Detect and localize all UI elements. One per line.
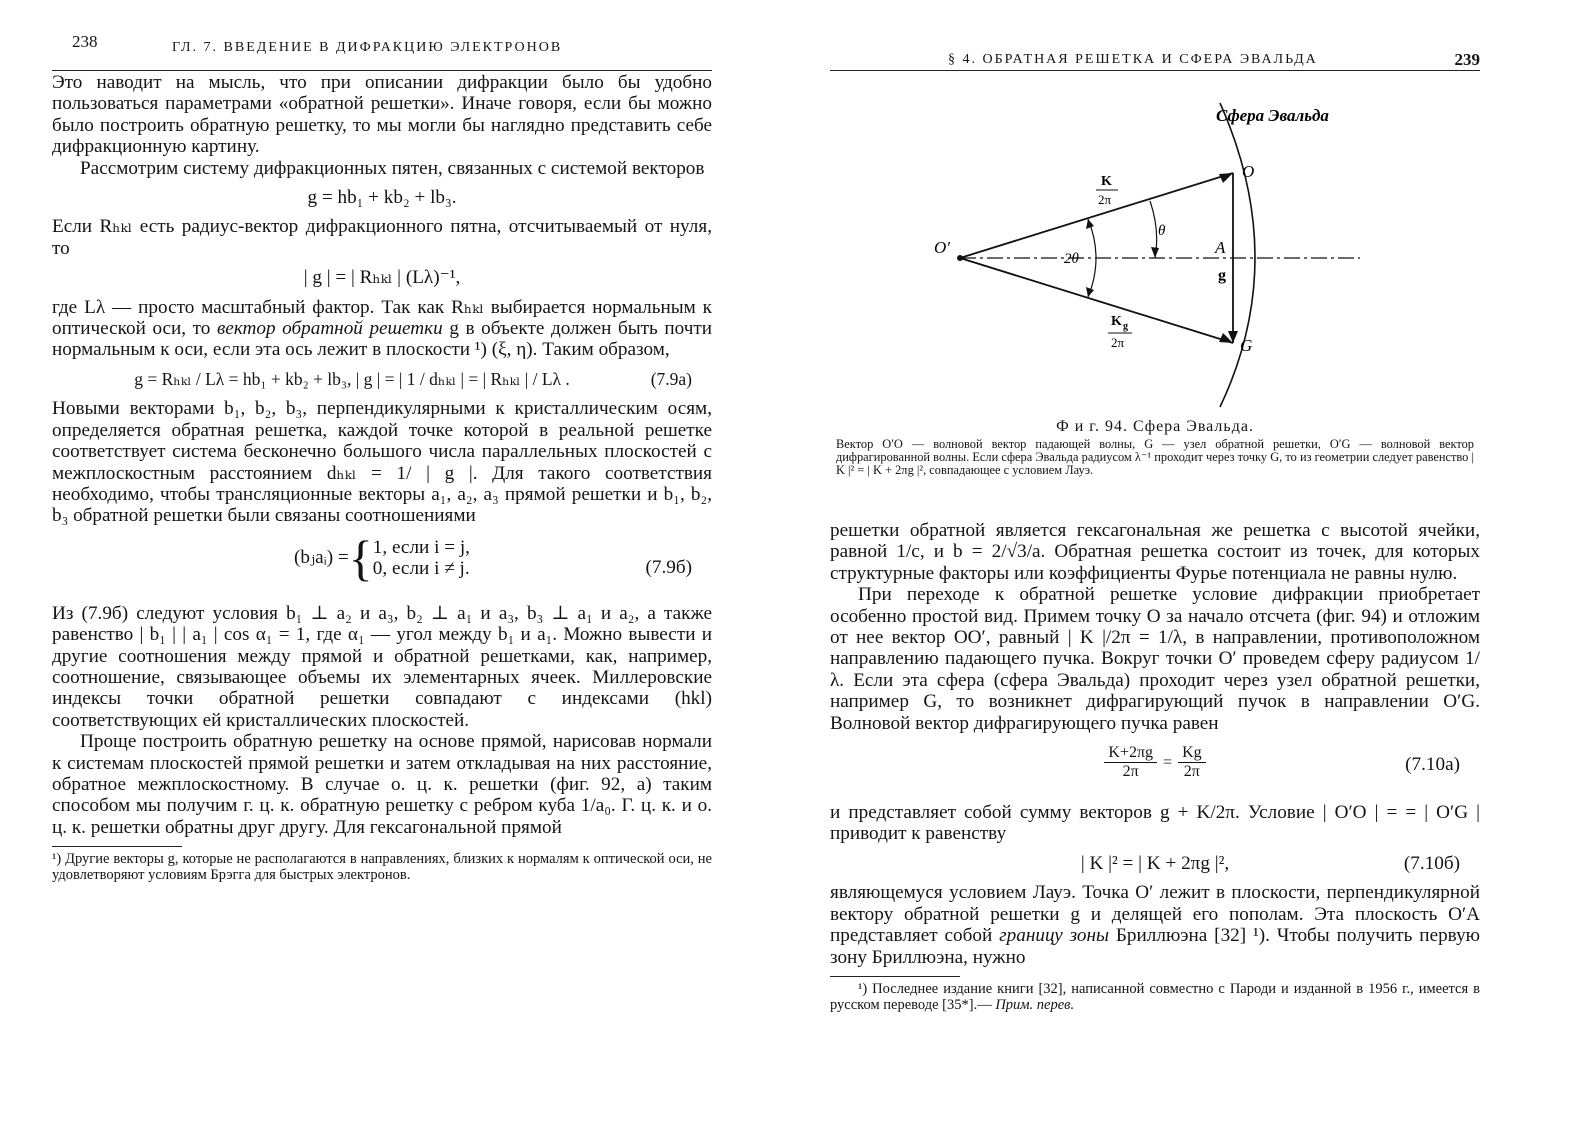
brace-symbol: {	[348, 530, 373, 587]
equation-7-10b-number: (7.10б)	[1403, 852, 1460, 874]
equation-7-9a: g = Rₕₖₗ / Lλ = hb₁ + kb₂ + lb₃, | g | = | 1 / dₕₖₗ | = | Rₕₖₗ | / Lλ . (7.9а)	[134, 368, 692, 389]
right-page	[830, 0, 1480, 1146]
left-running-title: ГЛ. 7. ВВЕДЕНИЕ В ДИФРАКЦИЮ ЭЛЕКТРОНОВ	[172, 40, 563, 55]
label-g: g	[1218, 267, 1226, 284]
label-sphere: Сфера Эвальда	[1216, 106, 1329, 125]
equation-7-10a-lhs-numerator: K+2πg	[1104, 744, 1157, 763]
left-paragraph-6: Из (7.9б) следуют условия b₁ ⊥ a₂ и a₃, b₂ ⊥ a₁ и a₃, b₃ ⊥ a₁ и a₂, а также равенство | b₁ | | a₁ | cos α₁ = 1, где α₁ — угол между b₁ и a₁. Можно вывести и другие соотношения между прямой и обратной решетками, как, например, соотношение, связывающее объемы их элементарных ячеек. Миллеровские индексы точки обратной решетки совпадают с индексами (hkl) соответствующих ей кристаллических плоскостей.	[52, 602, 712, 731]
right-running-title: § 4. ОБРАТНАЯ РЕШЕТКА И СФЕРА ЭВАЛЬДА	[948, 52, 1318, 67]
label-A: A	[1215, 238, 1226, 257]
equation-7-10a-rhs-denominator: 2π	[1183, 763, 1200, 781]
right-header	[830, 30, 1480, 71]
left-paragraph-3: Если Rₕₖₗ есть радиус-вектор дифракционного пятна, отсчитываемый от нуля, то	[52, 216, 712, 259]
angle-2theta-arrow-top	[1086, 219, 1094, 229]
label-2theta: 2θ	[1064, 251, 1079, 267]
left-paragraph-5: Новыми векторами b₁, b₂, b₃, перпендикулярными к кристаллическим осям, определяется обратная решетка, каждой точке которой в реальной решетке соответствует система бесконечно большого числа параллельных плоскостей с межплоскостным расстоянием dₕₖₗ = 1/ | g |. Для такого соответствия необходимо, чтобы трансляционные векторы a₁, a₂, a₃ прямой решетки и b₁, b₂, b₃ обратной решетки были связаны соотношениями	[52, 398, 712, 527]
equation-7-10a-rhs-numerator: Kg	[1178, 744, 1206, 763]
left-paragraph-4: где Lλ — просто масштабный фактор. Так как Rₕₖₗ выбирается нормальным к оптической оси, то вектор обратной решетки g в объекте должен быть почти нормальным к оси, если эта ось лежит в плоскости ¹) (ξ, η). Таким образом,	[52, 296, 713, 361]
label-Kg-den: 2π	[1111, 335, 1125, 350]
equation-7-10a-number: (7.10а)	[1405, 754, 1460, 776]
left-paragraph-1: Это наводит на мысль, что при описании дифракции было бы удобно пользоваться параметрами «обратной решетки». Иначе говоря, если бы можно было построить обратную решетку, то мы могли бы наглядно представить себе дифракционную картину.	[52, 72, 712, 158]
term-zone-boundary: границу зоны	[999, 925, 1110, 947]
label-K-num: K	[1101, 174, 1112, 189]
ewald-sphere-figure	[920, 95, 1480, 415]
equation-7-10a	[830, 744, 1480, 792]
figure-caption	[830, 418, 1480, 477]
equation-7-9b-lhs: (bⱼaᵢ) =	[294, 547, 349, 569]
label-O-prime: O′	[934, 238, 950, 257]
label-G: G	[1240, 336, 1253, 355]
arrowhead-K	[1219, 173, 1233, 183]
equation-g: g = hb₁ + kb₂ + lb₃.	[307, 187, 457, 209]
right-paragraph-4: являющемуся условием Лауэ. Точка O′ лежит в плоскости, перпендикулярной вектору обратной решетки g и делящей его пополам. Эта плоскость O′A представляет собой границу зоны Бриллюэна [32] ¹). Чтобы получить первую зону Бриллюэна, нужно	[830, 882, 1481, 968]
right-paragraph-3: и представляет собой сумму векторов g + K/2π. Условие | O′O | = = | O′G | приводит к равенству	[830, 802, 1480, 845]
left-page	[52, 0, 712, 1146]
left-footnote-rule	[52, 846, 182, 847]
equation-7-10b: | K |² = | K + 2πg |², (7.10б)	[1080, 852, 1460, 874]
equation-7-10a-lhs-denominator: 2π	[1122, 763, 1139, 781]
equation-7-9a-number: (7.9а)	[650, 368, 692, 389]
right-page-number: 239	[1454, 50, 1480, 69]
point-O-prime	[957, 255, 963, 261]
figure-caption-text: Вектор O′O — волновой вектор падающей волны, G — узел обратной решетки, O′G — волновой вектор дифрагированной волны. Если сфера Эвальда радиусом λ⁻¹ проходит через точку G, то из геометрии следует равенство | K |² = | K + 2πg |², совпадающее с условием Лауэ.	[836, 437, 1474, 477]
equation-7-9b-case-2: 0, если i ≠ j.	[372, 558, 470, 580]
left-paragraph-7: Проще построить обратную решетку на основе прямой, нарисовав нормали к системам плоскостей прямой решетки и затем откладывая на них расстояние, обратное межплоскостному. В случае о. ц. к. решетки (фиг. 92, а) таким способом мы получим г. ц. к. обратную решетку с ребром куба 1/a₀. Г. ц. к. и о. ц. к. решетки обратны друг другу. Для гексагональной прямой	[52, 731, 712, 838]
left-paragraph-2: Рассмотрим систему дифракционных пятен, связанных с системой векторов	[80, 157, 705, 179]
equation-7-9b-number: (7.9б)	[645, 556, 692, 578]
left-header	[52, 30, 712, 71]
vector-K	[960, 173, 1233, 258]
equals-sign: =	[1163, 753, 1173, 771]
right-body	[830, 520, 1480, 1013]
right-paragraph-2: При переходе к обратной решетке условие дифракции приобретает особенно простой вид. Примем точку O за начало отсчета (фиг. 94) и отложим от нее вектор OO′, равный | K |/2π = 1/λ, в направлении, противоположном направлению падающего пучка. Вокруг точки O′ проведем сферу радиусом 1/λ. Если эта сфера (сфера Эвальда) проходит через узел обратной решетки, например G, то возникнет дифрагирующий пучок в направлении O′G. Волновой вектор дифрагирующего пучка равен	[830, 584, 1480, 734]
term-reciprocal-vector: вектор обратной решетки	[216, 318, 443, 340]
equation-7-9b-case-1: 1, если i = j,	[372, 536, 470, 558]
angle-theta-arrow	[1151, 247, 1159, 258]
label-O: O	[1242, 162, 1255, 181]
equation-g-modulus: | g | = | Rₕₖₗ | (Lλ)⁻¹,	[303, 267, 461, 289]
right-paragraph-1: решетки обратной является гексагональная же решетка с высотой ячейки, равной 1/c, и b = 2/√3/a. Обратная решетка состоит из точек, для которых структурные факторы или коэффициенты Фурье потенциала не равны нулю.	[830, 520, 1480, 584]
right-footnote-rule	[830, 976, 960, 977]
angle-2theta-arrow-bottom	[1086, 287, 1094, 297]
label-theta: θ	[1158, 223, 1166, 239]
vector-Kg	[960, 258, 1233, 343]
right-footnote: ¹) Последнее издание книги [32], написанной совместно с Пароди и изданной в 1956 г., имеется в русском переводе [35*].— Прим. перев.	[830, 980, 1480, 1013]
left-footnote: ¹) Другие векторы g, которые не располагаются в направлениях, близких к нормалям к оптической оси, не удовлетворяют условиям Брэгга для быстрых электронов.	[52, 851, 712, 884]
label-Kg-num: K	[1111, 314, 1122, 329]
left-page-number: 238	[72, 32, 98, 51]
equation-7-9b	[52, 530, 712, 593]
left-body	[52, 72, 712, 883]
figure-caption-title: Ф и г. 94. Сфера Эвальда.	[1056, 418, 1254, 435]
label-Kg-sub: g	[1123, 321, 1128, 332]
label-K-den: 2π	[1098, 192, 1112, 207]
